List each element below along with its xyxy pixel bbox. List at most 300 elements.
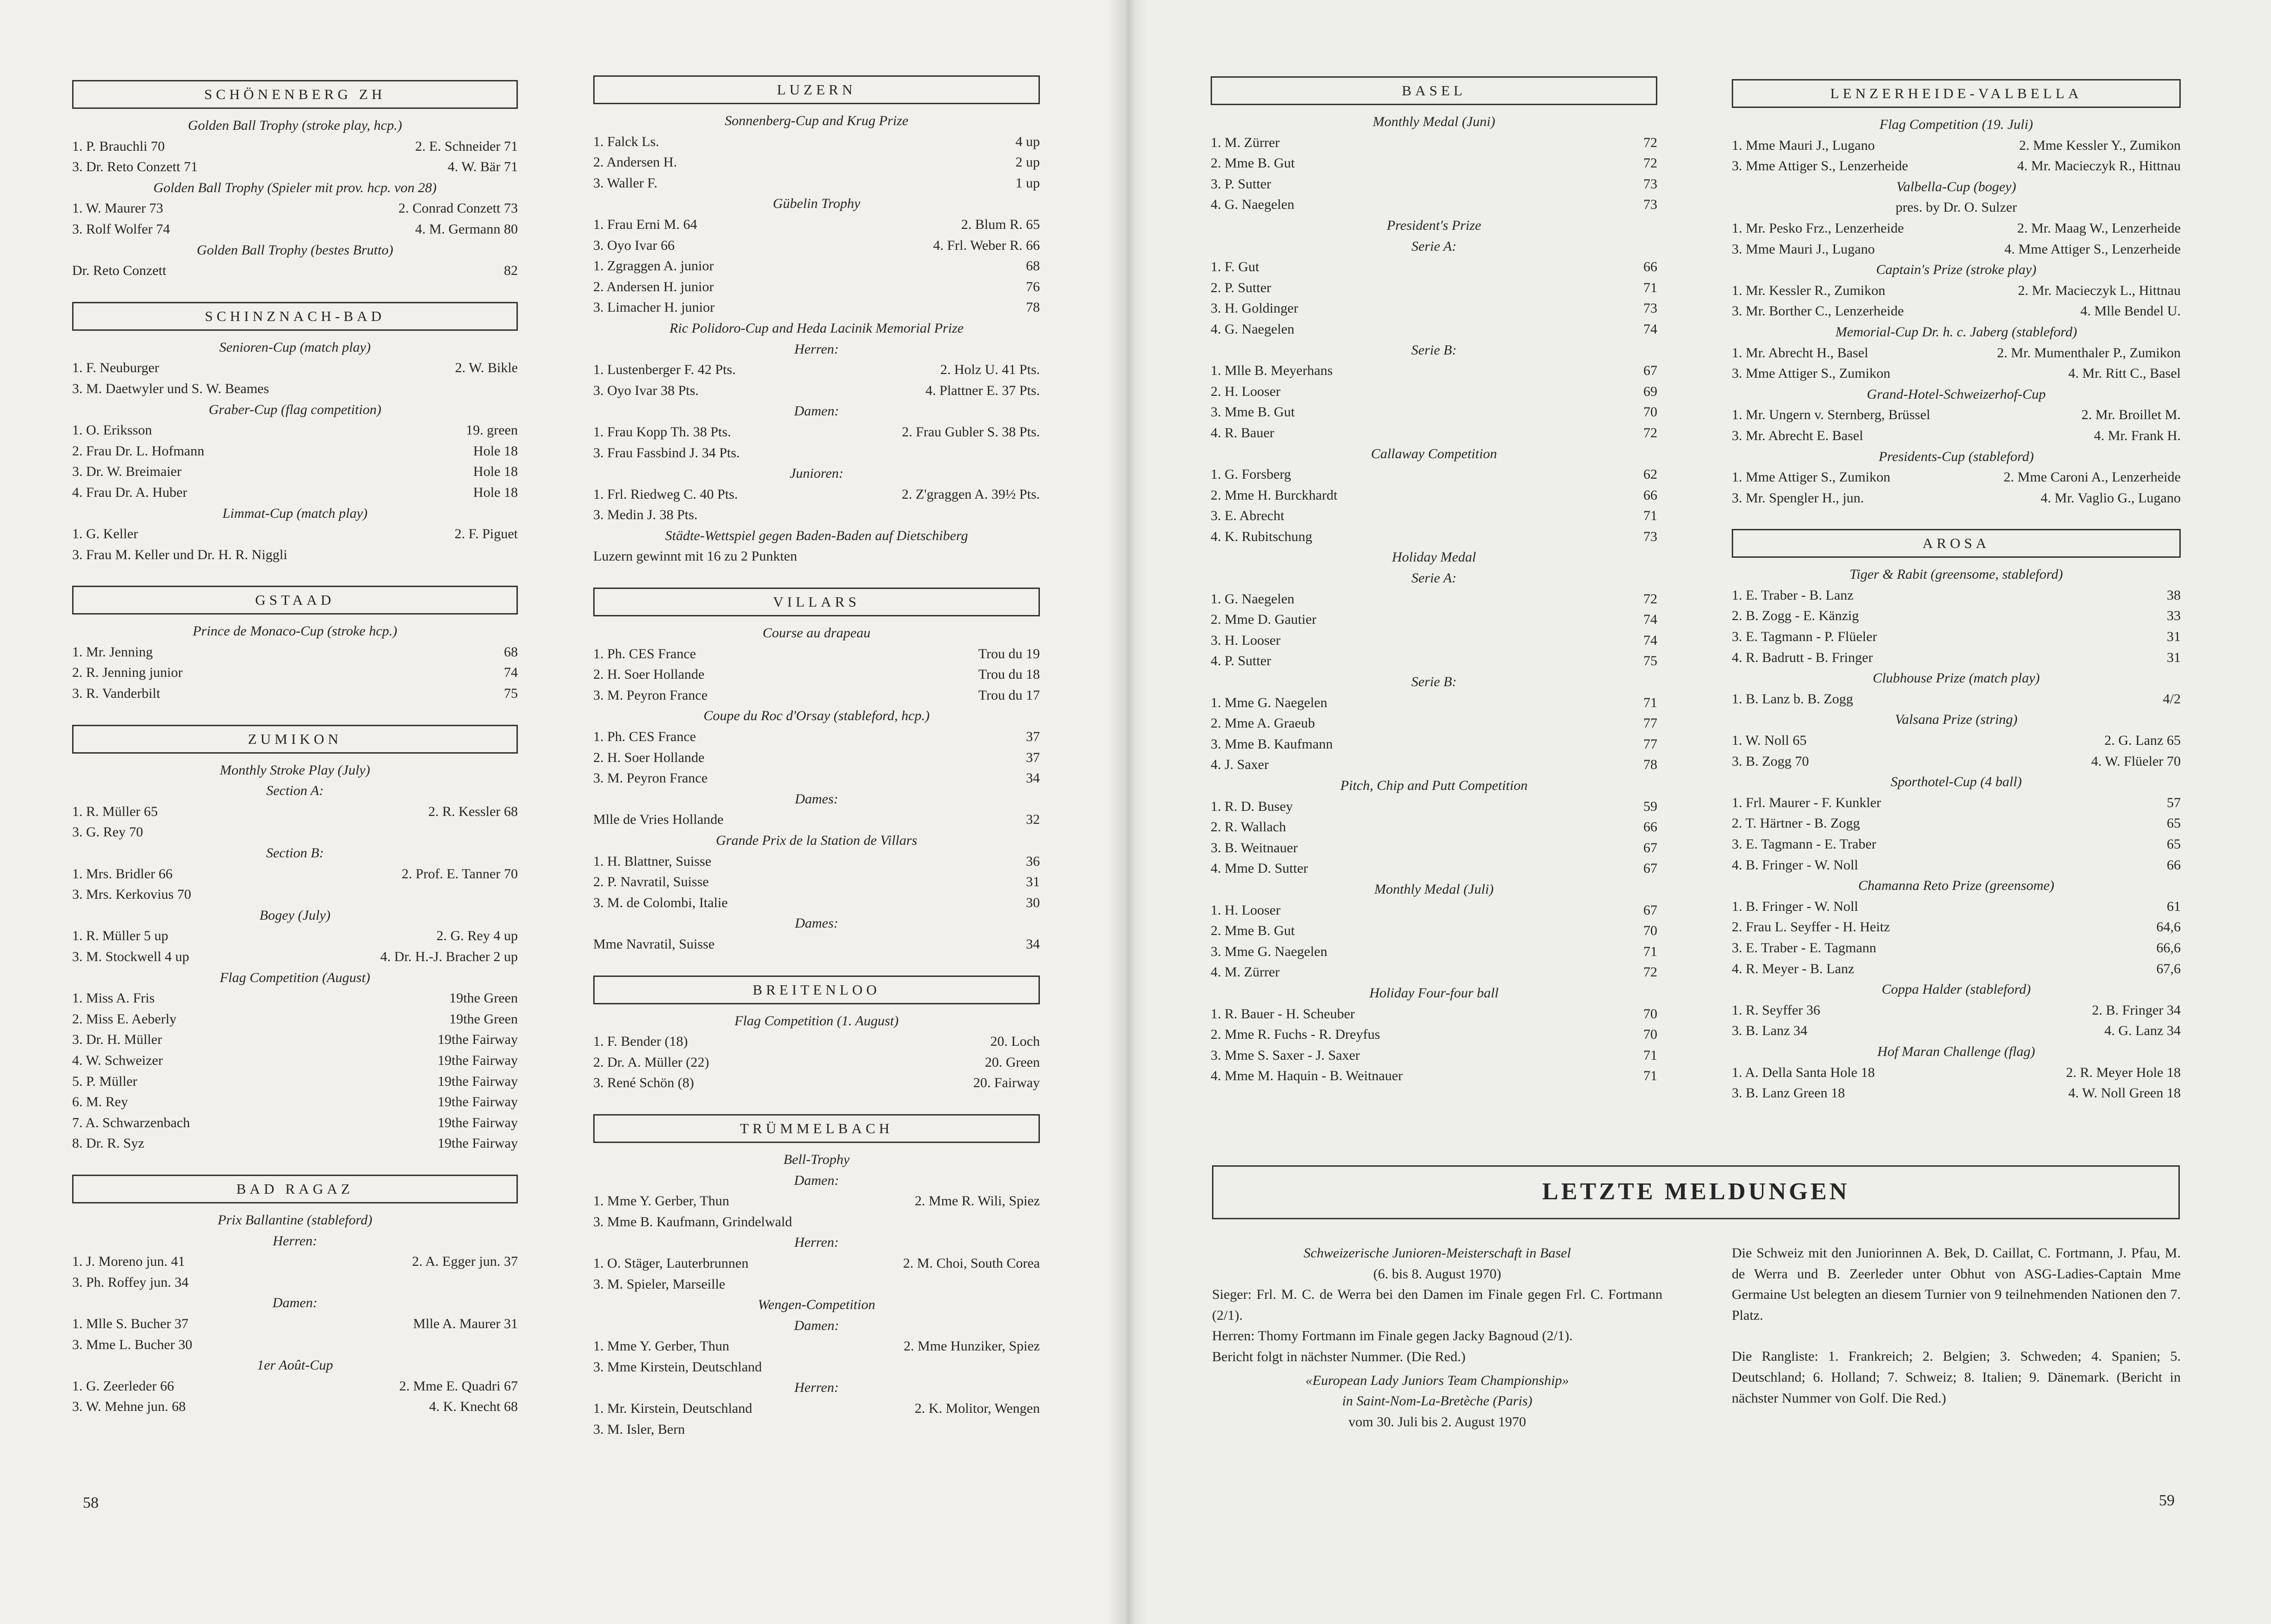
competition-title: Coupe du Roc d'Orsay (stableford, hcp.) bbox=[703, 708, 930, 724]
result-value: 67,6 bbox=[2156, 961, 2181, 976]
result-value: 73 bbox=[1643, 528, 1657, 544]
result-entry: 4. G. Naegelen bbox=[1211, 321, 1294, 337]
club-heading: LUZERN bbox=[593, 75, 1040, 104]
result-entry: 2. Miss E. Aeberly bbox=[72, 1011, 177, 1027]
result-row bbox=[1211, 153, 1657, 174]
result-value: 78 bbox=[1643, 757, 1657, 773]
result-value: 2. G. Rey 4 up bbox=[436, 928, 518, 944]
competition-title: Course au drapeau bbox=[763, 625, 871, 641]
result-value: 2. M. Choi, South Corea bbox=[903, 1255, 1040, 1271]
competition-title: Herren: bbox=[794, 1235, 839, 1250]
result-entry: 3. E. Tagmann - E. Traber bbox=[1732, 836, 1876, 852]
result-entry: 3. Medin J. 38 Pts. bbox=[593, 507, 698, 523]
result-row bbox=[72, 1335, 518, 1356]
result-row bbox=[593, 256, 1040, 277]
result-row bbox=[72, 683, 518, 704]
result-value: 4. Mlle Bendel U. bbox=[2080, 303, 2181, 319]
result-value: 72 bbox=[1643, 155, 1657, 171]
result-value: 36 bbox=[1026, 853, 1040, 869]
result-value: 68 bbox=[504, 644, 518, 660]
news-right bbox=[1732, 1243, 2181, 1409]
club-heading: BASEL bbox=[1211, 76, 1657, 105]
result-value: 68 bbox=[1026, 258, 1040, 274]
result-entry: 1. A. Della Santa Hole 18 bbox=[1732, 1064, 1875, 1080]
result-row bbox=[1211, 942, 1657, 962]
result-value: 2. Mme Caroni A., Lenzerheide bbox=[2003, 469, 2181, 485]
result-value bbox=[509, 822, 518, 843]
result-value: 71 bbox=[1643, 1068, 1657, 1084]
result-entry: 2. Mme A. Graeub bbox=[1211, 715, 1315, 731]
club-heading: BREITENLOO bbox=[593, 976, 1040, 1004]
result-row bbox=[1732, 834, 2181, 855]
club-heading: LENZERHEIDE-VALBELLA bbox=[1732, 79, 2181, 108]
result-row bbox=[1211, 361, 1657, 381]
result-value: 66,6 bbox=[2156, 940, 2181, 956]
result-entry: 1. Frl. Riedweg C. 40 Pts. bbox=[593, 486, 738, 502]
letzte-meldungen-heading: LETZTE MELDUNGEN bbox=[1212, 1165, 2180, 1219]
result-entry: 3. Mme B. Kaufmann, Grindelwald bbox=[593, 1214, 792, 1230]
result-value: 75 bbox=[1643, 653, 1657, 669]
result-row bbox=[1732, 585, 2181, 606]
result-row bbox=[1211, 278, 1657, 299]
result-entry: 1. Mr. Ungern v. Sternberg, Brüssel bbox=[1732, 407, 1930, 423]
result-row bbox=[1211, 630, 1657, 651]
result-row bbox=[1211, 1024, 1657, 1045]
result-entry: 2. T. Härtner - B. Zogg bbox=[1732, 815, 1860, 831]
result-row bbox=[72, 1133, 518, 1154]
result-value: 2. F. Piguet bbox=[455, 526, 518, 542]
news-paragraph: Die Schweiz mit den Juniorinnen A. Bek, D. Caillat, C. Fortmann, J. Pfau, M. de Werra und B. Zeerleder unter Obhut von ASG-Ladies-Captain Mme Germaine Ust belegten an diesem Turnier von 9 teilnehmenden Nationen den 7. Platz. bbox=[1732, 1245, 2181, 1323]
competition-title: Prince de Monaco-Cup (stroke hcp.) bbox=[193, 623, 397, 639]
result-value: Mlle A. Maurer 31 bbox=[413, 1316, 518, 1331]
result-row bbox=[1732, 751, 2181, 772]
result-row bbox=[1732, 689, 2181, 710]
competition-title: Tiger & Rabit (greensome, stableford) bbox=[1849, 567, 2063, 582]
result-row bbox=[593, 297, 1040, 318]
competition-title: Section B: bbox=[266, 845, 324, 861]
result-value: 73 bbox=[1643, 197, 1657, 213]
result-value: 2. E. Schneider 71 bbox=[415, 138, 518, 154]
result-row bbox=[72, 157, 518, 178]
result-value: 2. Mme Kessler Y., Zumikon bbox=[2019, 137, 2181, 153]
result-value: Trou du 17 bbox=[978, 687, 1040, 703]
result-row bbox=[72, 219, 518, 240]
result-entry: 3. B. Weitnauer bbox=[1211, 840, 1298, 855]
result-value: 70 bbox=[1643, 923, 1657, 939]
competition-title: Flag Competition (August) bbox=[220, 969, 370, 985]
result-row bbox=[593, 173, 1040, 194]
result-entry: 3. M. Stockwell 4 up bbox=[72, 949, 189, 964]
result-row bbox=[1211, 693, 1657, 714]
result-row bbox=[72, 662, 518, 683]
result-value: 19the Fairway bbox=[437, 1094, 518, 1110]
result-value: 4. W. Bär 71 bbox=[448, 159, 518, 175]
result-value: 69 bbox=[1643, 383, 1657, 399]
result-entry: 1. H. Blattner, Suisse bbox=[593, 853, 711, 869]
result-entry: 3. M. Peyron France bbox=[593, 687, 708, 703]
result-entry: 2. Andersen H. bbox=[593, 154, 677, 170]
result-row bbox=[1732, 281, 2181, 301]
competition-title: Sonnenberg-Cup and Krug Prize bbox=[724, 113, 909, 128]
competition-title: Valbella-Cup (bogey) bbox=[1896, 179, 2016, 194]
result-entry: 1. G. Keller bbox=[72, 526, 138, 542]
result-row bbox=[1211, 1045, 1657, 1066]
result-entry: 3. Mme Attiger S., Lenzerheide bbox=[1732, 158, 1909, 174]
result-entry: 2. H. Soer Hollande bbox=[593, 749, 705, 765]
result-entry: 4. G. Naegelen bbox=[1211, 197, 1294, 213]
result-entry: 3. Frau Fassbind J. 34 Pts. bbox=[593, 445, 740, 461]
result-entry: 3. Ph. Roffey jun. 34 bbox=[72, 1274, 189, 1290]
result-value: 2. Holz U. 41 Pts. bbox=[940, 362, 1040, 378]
result-value bbox=[1031, 443, 1040, 464]
competition-title: Sporthotel-Cup (4 ball) bbox=[1890, 774, 2022, 790]
result-value: 67 bbox=[1643, 861, 1657, 876]
result-row bbox=[1211, 1004, 1657, 1025]
result-entry: 2. H. Looser bbox=[1211, 383, 1280, 399]
result-row bbox=[593, 872, 1040, 893]
result-value: 19the Fairway bbox=[437, 1052, 518, 1068]
result-value: 19the Fairway bbox=[437, 1073, 518, 1089]
result-entry: 3. M. Spieler, Marseille bbox=[593, 1276, 725, 1292]
result-row bbox=[593, 809, 1040, 830]
result-value: 2. A. Egger jun. 37 bbox=[412, 1254, 518, 1270]
result-row bbox=[72, 420, 518, 441]
result-value: 4. W. Noll Green 18 bbox=[2068, 1085, 2181, 1101]
result-row bbox=[72, 545, 518, 566]
result-row bbox=[593, 1073, 1040, 1094]
result-value: 66 bbox=[1643, 487, 1657, 503]
competition-title: Prix Ballantine (stableford) bbox=[217, 1212, 373, 1228]
result-entry: 1. Mme Y. Gerber, Thun bbox=[593, 1338, 730, 1354]
competition-title: Damen: bbox=[794, 1172, 839, 1188]
news-left bbox=[1212, 1243, 1662, 1432]
result-value: 61 bbox=[2167, 898, 2181, 914]
result-entry: 2. R. Jenning junior bbox=[72, 665, 183, 681]
result-row bbox=[1732, 896, 2181, 917]
result-value: 57 bbox=[2167, 795, 2181, 810]
result-row bbox=[72, 1251, 518, 1272]
result-entry: 2. Frau Dr. L. Hofmann bbox=[72, 443, 205, 459]
result-entry: 3. Mme Kirstein, Deutschland bbox=[593, 1359, 762, 1375]
competition-title: Damen: bbox=[794, 403, 839, 419]
result-entry: 2. Mme B. Gut bbox=[1211, 155, 1295, 171]
result-entry: 1. Mr. Kessler R., Zumikon bbox=[1732, 282, 1885, 298]
result-entry: 1. Mr. Jenning bbox=[72, 644, 153, 660]
result-entry: 1. W. Noll 65 bbox=[1732, 733, 1807, 749]
result-entry: 4. R. Badrutt - B. Fringer bbox=[1732, 649, 1873, 665]
result-entry: 1. Miss A. Fris bbox=[72, 990, 155, 1006]
result-entry: 3. Mme S. Saxer - J. Saxer bbox=[1211, 1047, 1360, 1063]
competition-title: Herren: bbox=[794, 341, 839, 357]
result-value: 67 bbox=[1643, 363, 1657, 379]
result-value: Hole 18 bbox=[473, 443, 518, 459]
result-row bbox=[593, 1212, 1040, 1233]
result-entry: 1. Zgraggen A. junior bbox=[593, 258, 714, 274]
result-entry: 1. G. Forsberg bbox=[1211, 467, 1291, 482]
result-value: 19the Green bbox=[449, 1011, 518, 1027]
result-value: 4. W. Flüeler 70 bbox=[2091, 753, 2181, 769]
result-value: 66 bbox=[2167, 857, 2181, 873]
result-entry: 2. Mme D. Gautier bbox=[1211, 612, 1317, 628]
club-heading: AROSA bbox=[1732, 529, 2181, 558]
result-value: 65 bbox=[2167, 836, 2181, 852]
result-entry: 1. Mme Y. Gerber, Thun bbox=[593, 1193, 730, 1209]
result-value: 75 bbox=[504, 686, 518, 702]
result-row bbox=[72, 358, 518, 379]
result-entry: 3. M. Daetwyler und S. W. Beames bbox=[72, 381, 269, 396]
result-value: 1 up bbox=[1015, 175, 1040, 191]
news-paragraph: Bericht folgt in nächster Nummer. (Die Red.) bbox=[1212, 1349, 1466, 1364]
result-value bbox=[1031, 546, 1040, 567]
result-row bbox=[72, 864, 518, 885]
result-entry: 2. Mme H. Burckhardt bbox=[1211, 487, 1338, 503]
result-value: 71 bbox=[1643, 1047, 1657, 1063]
result-row bbox=[1732, 405, 2181, 426]
result-row bbox=[1211, 381, 1657, 402]
result-entry: 3. Rolf Wolfer 74 bbox=[72, 221, 170, 237]
result-row bbox=[72, 926, 518, 947]
result-row bbox=[1211, 817, 1657, 838]
result-value: 19. green bbox=[466, 422, 518, 438]
result-entry: 1. Falck Ls. bbox=[593, 134, 659, 149]
club-heading: VILLARS bbox=[593, 588, 1040, 616]
result-entry: 1. E. Traber - B. Lanz bbox=[1732, 587, 1854, 603]
results-column-1 bbox=[72, 80, 518, 1417]
result-row bbox=[1211, 174, 1657, 195]
result-value: 32 bbox=[1026, 812, 1040, 828]
competition-title: Memorial-Cup Dr. h. c. Jaberg (stableford) bbox=[1835, 324, 2077, 340]
result-row bbox=[1732, 648, 2181, 668]
result-value: 72 bbox=[1643, 964, 1657, 980]
result-entry: 1. R. Bauer - H. Scheuber bbox=[1211, 1006, 1355, 1022]
result-entry: 3. Mme Attiger S., Zumikon bbox=[1732, 366, 1890, 381]
result-row bbox=[1732, 488, 2181, 509]
result-row bbox=[593, 484, 1040, 505]
result-value: 2. K. Molitor, Wengen bbox=[914, 1401, 1040, 1417]
result-entry: 1. F. Neuburger bbox=[72, 360, 160, 376]
result-row bbox=[72, 1314, 518, 1335]
result-row bbox=[72, 379, 518, 400]
result-entry: 3. René Schön (8) bbox=[593, 1075, 694, 1091]
competition-title: Herren: bbox=[794, 1380, 839, 1396]
result-entry: 4. P. Sutter bbox=[1211, 653, 1272, 669]
result-row bbox=[1211, 838, 1657, 859]
result-entry: 3. Mrs. Kerkovius 70 bbox=[72, 887, 191, 902]
result-entry: 8. Dr. R. Syz bbox=[72, 1136, 145, 1151]
result-entry: 1. R. Seyffer 36 bbox=[1732, 1002, 1821, 1018]
result-entry: 3. Mme L. Bucher 30 bbox=[72, 1337, 193, 1352]
competition-title: Grande Prix de la Station de Villars bbox=[716, 833, 918, 848]
result-value: 71 bbox=[1643, 508, 1657, 524]
result-row bbox=[72, 198, 518, 219]
result-row bbox=[72, 461, 518, 482]
result-entry: 1. W. Maurer 73 bbox=[72, 200, 163, 216]
result-value: 71 bbox=[1643, 695, 1657, 710]
result-entry: 1. Frau Erni M. 64 bbox=[593, 216, 697, 232]
result-entry: 1. Mme Attiger S., Zumikon bbox=[1732, 469, 1890, 485]
competition-title: Section A: bbox=[266, 783, 324, 799]
result-row bbox=[72, 1009, 518, 1030]
news-paragraph: (6. bis 8. August 1970) bbox=[1373, 1266, 1501, 1282]
result-value: 4. Mr. Frank H. bbox=[2094, 428, 2181, 443]
competition-title: Captain's Prize (stroke play) bbox=[1876, 262, 2037, 278]
result-entry: 1. H. Looser bbox=[1211, 902, 1280, 918]
result-value: 73 bbox=[1643, 176, 1657, 192]
result-row bbox=[72, 822, 518, 843]
result-value: 2. Prof. E. Tanner 70 bbox=[402, 866, 518, 882]
result-entry: 4. K. Rubitschung bbox=[1211, 528, 1313, 544]
result-row bbox=[593, 664, 1040, 685]
result-row bbox=[72, 1272, 518, 1293]
result-entry: 3. Oyo Ivar 38 Pts. bbox=[593, 382, 699, 398]
result-row bbox=[72, 1029, 518, 1050]
news-paragraph: vom 30. Juli bis 2. August 1970 bbox=[1348, 1414, 1526, 1430]
result-entry: 2. Frau L. Seyffer - H. Heitz bbox=[1732, 919, 1890, 935]
result-entry: 3. E. Tagmann - P. Flüeler bbox=[1732, 629, 1877, 645]
result-value: 73 bbox=[1643, 301, 1657, 316]
result-row bbox=[1211, 257, 1657, 278]
result-row bbox=[1732, 606, 2181, 627]
result-value: 19the Green bbox=[449, 990, 518, 1006]
result-value: 72 bbox=[1643, 425, 1657, 441]
competition-title: Grand-Hotel-Schweizerhof-Cup bbox=[1867, 386, 2046, 402]
result-entry: 6. M. Rey bbox=[72, 1094, 128, 1110]
result-entry: 1. G. Zeerleder 66 bbox=[72, 1378, 174, 1394]
result-value: 74 bbox=[1643, 321, 1657, 337]
result-value: 77 bbox=[1643, 736, 1657, 752]
competition-title: Golden Ball Trophy (bestes Brutto) bbox=[196, 242, 394, 258]
result-value: Trou du 18 bbox=[978, 667, 1040, 682]
result-value: 4/2 bbox=[2163, 691, 2181, 707]
result-entry: 3. Mme B. Kaufmann bbox=[1211, 736, 1333, 752]
result-entry: 2. Dr. A. Müller (22) bbox=[593, 1054, 710, 1070]
result-row bbox=[1211, 755, 1657, 775]
competition-title: Holiday Four-four ball bbox=[1369, 985, 1499, 1001]
result-row bbox=[1732, 363, 2181, 384]
results-column-2 bbox=[593, 75, 1040, 1440]
result-value: 67 bbox=[1643, 902, 1657, 918]
result-row bbox=[1732, 959, 2181, 980]
result-row bbox=[593, 360, 1040, 381]
result-row bbox=[1732, 218, 2181, 239]
result-row bbox=[1211, 796, 1657, 817]
result-value: 74 bbox=[504, 665, 518, 681]
result-row bbox=[72, 802, 518, 822]
results-column-4 bbox=[1732, 79, 2181, 1104]
competition-title: Senioren-Cup (match play) bbox=[219, 339, 371, 355]
result-row bbox=[1732, 467, 2181, 488]
competition-note: pres. by Dr. O. Sulzer bbox=[1896, 200, 2017, 215]
competition-title: Graber-Cup (flag competition) bbox=[208, 401, 382, 417]
result-value: 33 bbox=[2167, 608, 2181, 624]
competition-title: Coppa Halder (stableford) bbox=[1882, 982, 2031, 997]
result-row bbox=[72, 1071, 518, 1092]
results-column-3 bbox=[1211, 76, 1657, 1087]
result-row bbox=[1211, 651, 1657, 672]
result-entry: 5. P. Müller bbox=[72, 1073, 138, 1089]
competition-title: Serie A: bbox=[1411, 570, 1457, 586]
result-value: 2. Mme Hunziker, Spiez bbox=[904, 1338, 1040, 1354]
result-value bbox=[509, 379, 518, 400]
result-value: 2. G. Lanz 65 bbox=[2104, 733, 2181, 749]
result-entry: 3. R. Vanderbilt bbox=[72, 686, 161, 702]
result-entry: 3. Frau M. Keller und Dr. H. R. Niggli bbox=[72, 547, 288, 562]
result-row bbox=[1732, 938, 2181, 959]
result-entry: 1. Frl. Maurer - F. Kunkler bbox=[1732, 795, 1881, 810]
result-row bbox=[593, 1336, 1040, 1357]
competition-title: Holiday Medal bbox=[1392, 549, 1476, 565]
result-row bbox=[1211, 319, 1657, 340]
result-entry: 3. B. Lanz 34 bbox=[1732, 1023, 1808, 1039]
result-value: 82 bbox=[504, 263, 518, 279]
result-entry: 3. Mme B. Gut bbox=[1211, 404, 1295, 420]
result-row bbox=[1732, 239, 2181, 260]
result-value: 2. B. Fringer 34 bbox=[2092, 1002, 2181, 1018]
result-row bbox=[72, 1376, 518, 1397]
result-row bbox=[72, 1113, 518, 1134]
result-value bbox=[509, 1335, 518, 1356]
competition-title: Pitch, Chip and Putt Competition bbox=[1340, 778, 1528, 793]
result-value: 2. W. Bikle bbox=[455, 360, 518, 376]
result-value: 19the Fairway bbox=[437, 1136, 518, 1151]
competition-title: Golden Ball Trophy (stroke play, hcp.) bbox=[188, 118, 402, 133]
result-row bbox=[72, 988, 518, 1009]
news-paragraph: Schweizerische Junioren-Meisterschaft in Basel bbox=[1303, 1245, 1571, 1261]
result-row bbox=[593, 277, 1040, 298]
result-entry: 1. Lustenberger F. 42 Pts. bbox=[593, 362, 736, 378]
result-value: 4. Frl. Weber R. 66 bbox=[933, 237, 1040, 253]
result-value: 4. Mr. Ritt C., Basel bbox=[2068, 366, 2181, 381]
result-value: 71 bbox=[1643, 280, 1657, 295]
result-value: 4. Mme Attiger S., Lenzerheide bbox=[2004, 241, 2181, 257]
result-value: 2. R. Kessler 68 bbox=[428, 803, 518, 819]
competition-title: Serie B: bbox=[1411, 674, 1457, 690]
result-value bbox=[1031, 1212, 1040, 1233]
result-row bbox=[593, 748, 1040, 769]
result-value: 4. Dr. H.-J. Bracher 2 up bbox=[380, 949, 518, 964]
competition-title: Bell-Trophy bbox=[783, 1151, 850, 1167]
result-row bbox=[72, 947, 518, 968]
result-value: 72 bbox=[1643, 134, 1657, 150]
result-entry: 1. Mr. Kirstein, Deutschland bbox=[593, 1401, 752, 1417]
result-row bbox=[593, 381, 1040, 401]
result-row bbox=[593, 214, 1040, 235]
result-entry: 3. Dr. W. Breimaier bbox=[72, 464, 181, 480]
result-entry: 3. Oyo Ivar 66 bbox=[593, 237, 675, 253]
result-row bbox=[593, 132, 1040, 153]
result-row bbox=[72, 1050, 518, 1071]
page-number-right: 59 bbox=[2159, 1492, 2175, 1509]
result-entry: 4. M. Zürrer bbox=[1211, 964, 1280, 980]
result-value: 77 bbox=[1643, 715, 1657, 731]
result-row bbox=[1211, 464, 1657, 485]
competition-title: Herren: bbox=[273, 1233, 317, 1249]
result-entry: 3. B. Lanz Green 18 bbox=[1732, 1085, 1845, 1101]
result-row bbox=[72, 884, 518, 905]
result-row bbox=[1211, 402, 1657, 423]
result-row bbox=[72, 1092, 518, 1113]
result-row bbox=[1732, 135, 2181, 156]
result-value: 2. Mme E. Quadri 67 bbox=[399, 1378, 518, 1394]
competition-title: Limmat-Cup (match play) bbox=[222, 505, 368, 521]
result-entry: 3. G. Rey 70 bbox=[72, 824, 143, 840]
result-row bbox=[593, 1191, 1040, 1212]
result-row bbox=[1211, 589, 1657, 610]
result-value: 2 up bbox=[1015, 154, 1040, 170]
result-entry: 3. M. de Colombi, Italie bbox=[593, 895, 728, 910]
result-value: 76 bbox=[1026, 279, 1040, 294]
result-entry: 4. W. Schweizer bbox=[72, 1052, 163, 1068]
